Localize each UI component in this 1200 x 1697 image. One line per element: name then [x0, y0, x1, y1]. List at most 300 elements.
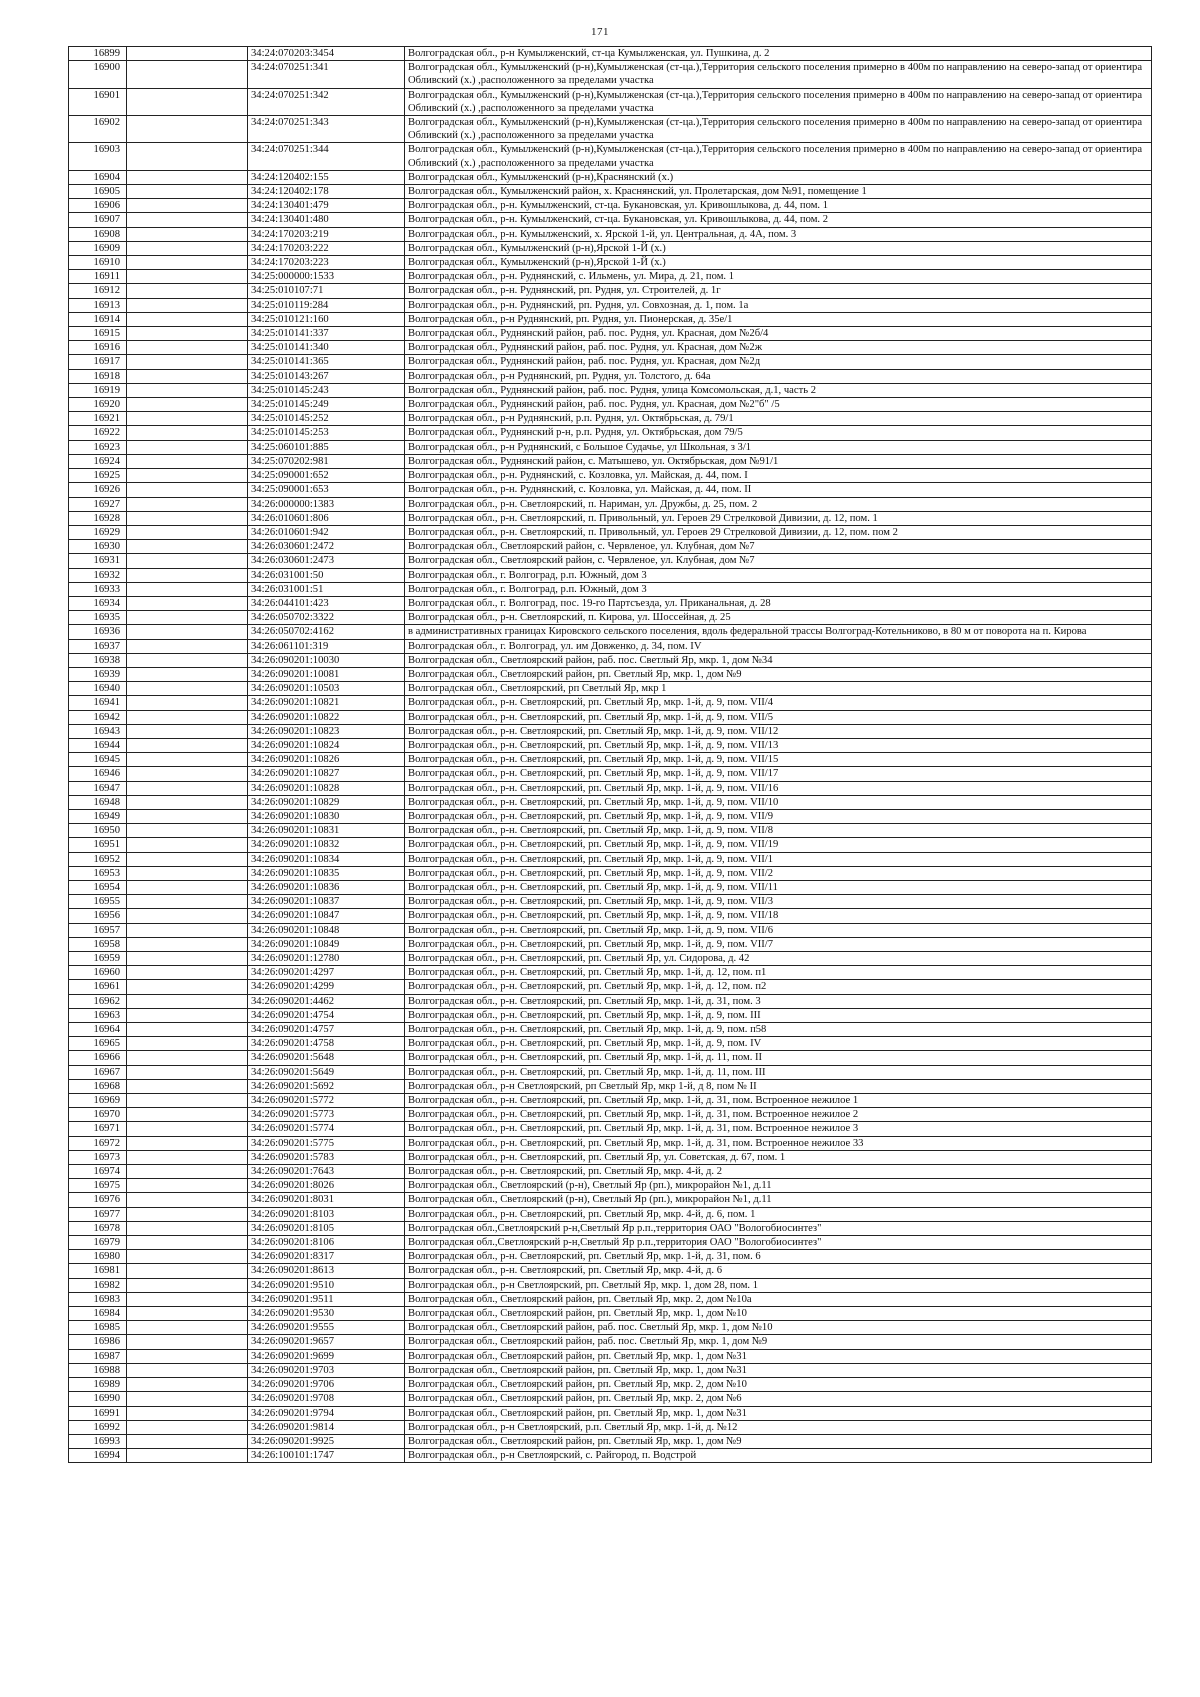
table-row — [69, 909, 1152, 923]
row-empty-cell — [127, 696, 248, 710]
row-number-cell: 16954 — [69, 880, 127, 894]
table-row — [69, 1321, 1152, 1335]
address-cell: Волгоградская обл., р-н. Светлоярский, рп. Светлый Яр, мкр. 1-й, д. 31, пом. Встроенное нежилое 33 — [405, 1136, 1152, 1150]
address-cell: Волгоградская обл., Светлоярский район, рп. Светлый Яр, мкр. 1, дом №31 — [405, 1363, 1152, 1377]
table-row — [69, 880, 1152, 894]
address-cell: Волгоградская обл., р-н. Светлоярский, рп. Светлый Яр, мкр. 1-й, д. 9, пом. VII/15 — [405, 753, 1152, 767]
row-number-cell: 16970 — [69, 1108, 127, 1122]
row-number-cell: 16974 — [69, 1165, 127, 1179]
table-row — [69, 952, 1152, 966]
address-cell: Волгоградская обл., Светлоярский район, раб. пос. Светлый Яр, мкр. 1, дом №9 — [405, 1335, 1152, 1349]
table-row — [69, 213, 1152, 227]
row-empty-cell — [127, 1449, 248, 1463]
cadastral-number-cell: 34:26:050702:4162 — [248, 625, 405, 639]
address-cell: Волгоградская обл., р-н. Светлоярский, рп. Светлый Яр, мкр. 1-й, д. 9, пом. VII/1 — [405, 852, 1152, 866]
row-number-cell: 16918 — [69, 369, 127, 383]
table-row — [69, 966, 1152, 980]
table-row — [69, 1292, 1152, 1306]
row-empty-cell — [127, 213, 248, 227]
row-empty-cell — [127, 682, 248, 696]
cadastral-number-cell: 34:26:090201:9530 — [248, 1307, 405, 1321]
row-number-cell: 16964 — [69, 1023, 127, 1037]
row-number-cell: 16928 — [69, 511, 127, 525]
row-number-cell: 16943 — [69, 724, 127, 738]
row-number-cell: 16991 — [69, 1406, 127, 1420]
address-cell: Волгоградская обл., р-н. Руднянский, с. Козловка, ул. Майская, д. 44, пом. I — [405, 469, 1152, 483]
address-cell: Волгоградская обл.,Светлоярский р-н,Светлый Яр р.п.,территория ОАО "Вологобиосинтез" — [405, 1221, 1152, 1235]
row-empty-cell — [127, 611, 248, 625]
cadastral-number-cell: 34:26:090201:4757 — [248, 1023, 405, 1037]
row-empty-cell — [127, 1264, 248, 1278]
address-cell: Волгоградская обл., Светлоярский район, рп. Светлый Яр, мкр. 2, дом №6 — [405, 1392, 1152, 1406]
table-row — [69, 1207, 1152, 1221]
cadastral-number-cell: 34:26:090201:4297 — [248, 966, 405, 980]
address-cell: Волгоградская обл., р-н. Руднянский, рп. Рудня, ул. Совхозная, д. 1, пом. 1а — [405, 298, 1152, 312]
row-empty-cell — [127, 710, 248, 724]
address-cell: Волгоградская обл., р-н. Светлоярский, п. Кирова, ул. Шоссейная, д. 25 — [405, 611, 1152, 625]
cadastral-number-cell: 34:25:010107:71 — [248, 284, 405, 298]
table-row — [69, 298, 1152, 312]
row-number-cell: 16906 — [69, 199, 127, 213]
table-row — [69, 312, 1152, 326]
row-number-cell: 16948 — [69, 795, 127, 809]
cadastral-number-cell: 34:26:090201:9510 — [248, 1278, 405, 1292]
cadastral-number-cell: 34:26:090201:10503 — [248, 682, 405, 696]
address-cell: Волгоградская обл., р-н. Светлоярский, рп. Светлый Яр, мкр. 1-й, д. 31, пом. Встроенное нежилое 1 — [405, 1094, 1152, 1108]
cadastral-number-cell: 34:26:090201:12780 — [248, 952, 405, 966]
cadastral-number-cell: 34:26:090201:10831 — [248, 824, 405, 838]
table-row — [69, 284, 1152, 298]
cadastral-number-cell: 34:24:120402:178 — [248, 185, 405, 199]
row-empty-cell — [127, 952, 248, 966]
row-empty-cell — [127, 540, 248, 554]
row-number-cell: 16909 — [69, 241, 127, 255]
table-row — [69, 866, 1152, 880]
address-cell: Волгоградская обл., Светлоярский, рп Светлый Яр, мкр 1 — [405, 682, 1152, 696]
address-cell: Волгоградская обл., р-н. Светлоярский, рп. Светлый Яр, мкр. 1-й, д. 9, пом. VII/19 — [405, 838, 1152, 852]
row-number-cell: 16988 — [69, 1363, 127, 1377]
address-cell: Волгоградская обл., р-н Светлоярский, рп Светлый Яр, мкр 1-й, д 8, пом № II — [405, 1079, 1152, 1093]
cadastral-number-cell: 34:26:090201:10847 — [248, 909, 405, 923]
cadastral-number-cell: 34:26:090201:9555 — [248, 1321, 405, 1335]
cadastral-number-cell: 34:26:090201:10822 — [248, 710, 405, 724]
cadastral-number-cell: 34:25:010145:243 — [248, 383, 405, 397]
cadastral-number-cell: 34:25:010145:253 — [248, 426, 405, 440]
address-cell: в административных границах Кировского сельского поселения, вдоль федеральной трассы Волгоград-Котельниково, в 80 м от поворота на п. Кирова — [405, 625, 1152, 639]
row-empty-cell — [127, 284, 248, 298]
table-row — [69, 1406, 1152, 1420]
row-number-cell: 16993 — [69, 1434, 127, 1448]
cadastral-number-cell: 34:26:090201:5783 — [248, 1150, 405, 1164]
table-row — [69, 809, 1152, 823]
address-cell: Волгоградская обл., р-н. Светлоярский, рп. Светлый Яр, мкр. 1-й, д. 9, пом. VII/10 — [405, 795, 1152, 809]
row-empty-cell — [127, 483, 248, 497]
table-row — [69, 88, 1152, 115]
cadastral-number-cell: 34:26:090201:8031 — [248, 1193, 405, 1207]
row-number-cell: 16955 — [69, 895, 127, 909]
address-cell: Волгоградская обл., р-н. Светлоярский, рп. Светлый Яр, мкр. 1-й, д. 9, пом. VII/16 — [405, 781, 1152, 795]
row-number-cell: 16945 — [69, 753, 127, 767]
address-cell: Волгоградская обл., Светлоярский район, рп. Светлый Яр, мкр. 1, дом №9 — [405, 667, 1152, 681]
table-row — [69, 724, 1152, 738]
address-cell: Волгоградская обл., Кумылженский (р-н),Ярской 1-Й (х.) — [405, 241, 1152, 255]
table-row — [69, 270, 1152, 284]
address-cell: Волгоградская обл., Кумылженский район, х. Краснянский, ул. Пролетарская, дом №91, помещение 1 — [405, 185, 1152, 199]
address-cell: Волгоградская обл., Кумылженский (р-н),Краснянский (х.) — [405, 170, 1152, 184]
table-row — [69, 355, 1152, 369]
address-cell: Волгоградская обл., р-н. Светлоярский, рп. Светлый Яр, мкр. 1-й, д. 9, пом. VII/4 — [405, 696, 1152, 710]
cadastral-number-cell: 34:24:170203:219 — [248, 227, 405, 241]
row-empty-cell — [127, 1008, 248, 1022]
row-number-cell: 16924 — [69, 454, 127, 468]
row-number-cell: 16952 — [69, 852, 127, 866]
table-row — [69, 653, 1152, 667]
row-number-cell: 16926 — [69, 483, 127, 497]
row-number-cell: 16968 — [69, 1079, 127, 1093]
cadastral-number-cell: 34:26:100101:1747 — [248, 1449, 405, 1463]
row-empty-cell — [127, 199, 248, 213]
address-cell: Волгоградская обл., р-н. Светлоярский, рп. Светлый Яр, мкр. 1-й, д. 11, пом. II — [405, 1051, 1152, 1065]
row-empty-cell — [127, 1136, 248, 1150]
cadastral-number-cell: 34:25:090001:653 — [248, 483, 405, 497]
row-empty-cell — [127, 824, 248, 838]
address-cell: Волгоградская обл., Кумылженский (р-н),Кумылженская (ст-ца.),Территория сельского поселения примерно в 400м по направлению на северо-запад от ориентира Обливский (х.) ,расположенного за пределами участка — [405, 116, 1152, 143]
cadastral-number-cell: 34:26:090201:10828 — [248, 781, 405, 795]
address-cell: Волгоградская обл., Светлоярский район, рп. Светлый Яр, мкр. 1, дом №31 — [405, 1349, 1152, 1363]
cadastral-number-cell: 34:26:090201:5648 — [248, 1051, 405, 1065]
address-cell: Волгоградская обл., р-н. Светлоярский, рп. Светлый Яр, мкр. 1-й, д. 9, пом. IV — [405, 1037, 1152, 1051]
table-row — [69, 469, 1152, 483]
row-empty-cell — [127, 383, 248, 397]
row-empty-cell — [127, 1363, 248, 1377]
cadastral-number-cell: 34:26:090201:10821 — [248, 696, 405, 710]
row-empty-cell — [127, 724, 248, 738]
table-row — [69, 412, 1152, 426]
cadastral-number-cell: 34:25:060101:885 — [248, 440, 405, 454]
row-number-cell: 16978 — [69, 1221, 127, 1235]
address-cell: Волгоградская обл., Светлоярский район, рп. Светлый Яр, мкр. 1, дом №31 — [405, 1406, 1152, 1420]
table-row — [69, 1434, 1152, 1448]
address-cell: Волгоградская обл., р-н. Светлоярский, рп. Светлый Яр, мкр. 1-й, д. 9, пом. VII/12 — [405, 724, 1152, 738]
cadastral-number-cell: 34:26:090201:5692 — [248, 1079, 405, 1093]
cadastral-number-cell: 34:25:010141:337 — [248, 327, 405, 341]
table-row — [69, 1165, 1152, 1179]
row-number-cell: 16977 — [69, 1207, 127, 1221]
address-cell: Волгоградская обл., р-н. Руднянский, с. Ильмень, ул. Мира, д. 21, пом. 1 — [405, 270, 1152, 284]
row-empty-cell — [127, 454, 248, 468]
cadastral-number-cell: 34:26:010601:806 — [248, 511, 405, 525]
row-empty-cell — [127, 653, 248, 667]
cadastral-number-cell: 34:26:090201:9657 — [248, 1335, 405, 1349]
row-empty-cell — [127, 1434, 248, 1448]
row-number-cell: 16912 — [69, 284, 127, 298]
registry-table-body — [69, 47, 1152, 1463]
row-number-cell: 16975 — [69, 1179, 127, 1193]
row-number-cell: 16950 — [69, 824, 127, 838]
row-number-cell: 16980 — [69, 1250, 127, 1264]
row-empty-cell — [127, 1122, 248, 1136]
row-empty-cell — [127, 582, 248, 596]
address-cell: Волгоградская обл., Руднянский район, раб. пос. Рудня, ул. Красная, дом №2"б" /5 — [405, 398, 1152, 412]
table-row — [69, 341, 1152, 355]
table-row — [69, 454, 1152, 468]
table-row — [69, 143, 1152, 170]
row-number-cell: 16933 — [69, 582, 127, 596]
row-number-cell: 16941 — [69, 696, 127, 710]
address-cell: Волгоградская обл., Светлоярский (р-н), Светлый Яр (рп.), микрорайон №1, д.11 — [405, 1193, 1152, 1207]
cadastral-number-cell: 34:26:090201:9794 — [248, 1406, 405, 1420]
row-empty-cell — [127, 781, 248, 795]
cadastral-number-cell: 34:26:090201:5774 — [248, 1122, 405, 1136]
address-cell: Волгоградская обл., р-н Кумылженский, ст-ца Кумылженская, ул. Пушкина, д. 2 — [405, 47, 1152, 61]
table-row — [69, 625, 1152, 639]
row-number-cell: 16979 — [69, 1236, 127, 1250]
address-cell: Волгоградская обл., Руднянский р-н, р.п. Рудня, ул. Октябрьская, дом 79/5 — [405, 426, 1152, 440]
table-row — [69, 170, 1152, 184]
cadastral-number-cell: 34:26:090201:5773 — [248, 1108, 405, 1122]
table-row — [69, 383, 1152, 397]
cadastral-number-cell: 34:26:090201:10837 — [248, 895, 405, 909]
address-cell: Волгоградская обл., р-н. Руднянский, с. Козловка, ул. Майская, д. 44, пом. II — [405, 483, 1152, 497]
row-number-cell: 16934 — [69, 596, 127, 610]
table-row — [69, 116, 1152, 143]
row-number-cell: 16949 — [69, 809, 127, 823]
cadastral-number-cell: 34:25:070202:981 — [248, 454, 405, 468]
address-cell: Волгоградская обл., Кумылженский (р-н),Кумылженская (ст-ца.),Территория сельского поселения примерно в 400м по направлению на северо-запад от ориентира Обливский (х.) ,расположенного за пределами участка — [405, 61, 1152, 88]
row-empty-cell — [127, 185, 248, 199]
row-empty-cell — [127, 625, 248, 639]
row-empty-cell — [127, 1250, 248, 1264]
cadastral-number-cell: 34:24:070251:343 — [248, 116, 405, 143]
row-empty-cell — [127, 241, 248, 255]
table-row — [69, 696, 1152, 710]
row-empty-cell — [127, 667, 248, 681]
address-cell: Волгоградская обл., р-н. Светлоярский, рп. Светлый Яр, мкр. 1-й, д. 9, пом. VII/11 — [405, 880, 1152, 894]
address-cell: Волгоградская обл., р-н. Светлоярский, рп. Светлый Яр, мкр. 1-й, д. 9, пом. VII/13 — [405, 738, 1152, 752]
address-cell: Волгоградская обл., р-н. Светлоярский, п. Привольный, ул. Героев 29 Стрелковой Дивизии, д. 12, пом. 1 — [405, 511, 1152, 525]
row-number-cell: 16967 — [69, 1065, 127, 1079]
cadastral-number-cell: 34:26:090201:10849 — [248, 937, 405, 951]
table-row — [69, 1363, 1152, 1377]
table-row — [69, 1420, 1152, 1434]
row-number-cell: 16989 — [69, 1378, 127, 1392]
row-empty-cell — [127, 1150, 248, 1164]
address-cell: Волгоградская обл., р-н. Светлоярский, рп. Светлый Яр, мкр. 4-й, д. 6 — [405, 1264, 1152, 1278]
table-row — [69, 511, 1152, 525]
address-cell: Волгоградская обл., р-н. Светлоярский, рп. Светлый Яр, мкр. 4-й, д. 2 — [405, 1165, 1152, 1179]
cadastral-number-cell: 34:26:031001:50 — [248, 568, 405, 582]
address-cell: Волгоградская обл., г. Волгоград, р.п. Южный, дом 3 — [405, 568, 1152, 582]
table-row — [69, 1264, 1152, 1278]
address-cell: Волгоградская обл., Светлоярский (р-н), Светлый Яр (рп.), микрорайон №1, д.11 — [405, 1179, 1152, 1193]
row-empty-cell — [127, 1321, 248, 1335]
table-row — [69, 256, 1152, 270]
table-row — [69, 838, 1152, 852]
address-cell: Волгоградская обл., Светлоярский район, с. Червленое, ул. Клубная, дом №7 — [405, 540, 1152, 554]
cadastral-number-cell: 34:25:010141:365 — [248, 355, 405, 369]
cadastral-number-cell: 34:26:090201:10835 — [248, 866, 405, 880]
cadastral-number-cell: 34:26:090201:4299 — [248, 980, 405, 994]
address-cell: Волгоградская обл., р-н. Светлоярский, рп. Светлый Яр, мкр. 1-й, д. 9, пом. п58 — [405, 1023, 1152, 1037]
cadastral-number-cell: 34:24:170203:223 — [248, 256, 405, 270]
row-empty-cell — [127, 270, 248, 284]
address-cell: Волгоградская обл., Кумылженский (р-н),Кумылженская (ст-ца.),Территория сельского поселения примерно в 400м по направлению на северо-запад от ориентира Обливский (х.) ,расположенного за пределами участка — [405, 88, 1152, 115]
row-empty-cell — [127, 1278, 248, 1292]
address-cell: Волгоградская обл., р-н. Светлоярский, рп. Светлый Яр, мкр. 1-й, д. 9, пом. VII/2 — [405, 866, 1152, 880]
table-row — [69, 398, 1152, 412]
cadastral-number-cell: 34:26:090201:10832 — [248, 838, 405, 852]
cadastral-number-cell: 34:26:090201:8317 — [248, 1250, 405, 1264]
address-cell: Волгоградская обл., р-н. Светлоярский, п. Привольный, ул. Героев 29 Стрелковой Дивизии, д. 12, пом. пом 2 — [405, 525, 1152, 539]
address-cell: Волгоградская обл., р-н. Светлоярский, рп. Светлый Яр, ул. Советская, д. 67, пом. 1 — [405, 1150, 1152, 1164]
row-number-cell: 16911 — [69, 270, 127, 284]
cadastral-number-cell: 34:26:000000:1383 — [248, 497, 405, 511]
row-number-cell: 16942 — [69, 710, 127, 724]
cadastral-number-cell: 34:26:090201:9703 — [248, 1363, 405, 1377]
table-row — [69, 497, 1152, 511]
cadastral-number-cell: 34:26:090201:4754 — [248, 1008, 405, 1022]
table-row — [69, 525, 1152, 539]
address-cell: Волгоградская обл., р-н Руднянский, рп. Рудня, ул. Пионерская, д. 35е/1 — [405, 312, 1152, 326]
cadastral-number-cell: 34:26:090201:10824 — [248, 738, 405, 752]
row-number-cell: 16917 — [69, 355, 127, 369]
address-cell: Волгоградская обл., р-н. Светлоярский, рп. Светлый Яр, ул. Сидорова, д. 42 — [405, 952, 1152, 966]
table-row — [69, 1136, 1152, 1150]
row-empty-cell — [127, 369, 248, 383]
table-row — [69, 582, 1152, 596]
table-row — [69, 1051, 1152, 1065]
row-number-cell: 16938 — [69, 653, 127, 667]
row-number-cell: 16960 — [69, 966, 127, 980]
row-number-cell: 16947 — [69, 781, 127, 795]
row-number-cell: 16900 — [69, 61, 127, 88]
cadastral-number-cell: 34:24:070251:342 — [248, 88, 405, 115]
cadastral-number-cell: 34:24:070251:344 — [248, 143, 405, 170]
cadastral-number-cell: 34:26:090201:10830 — [248, 809, 405, 823]
row-number-cell: 16910 — [69, 256, 127, 270]
row-empty-cell — [127, 852, 248, 866]
row-number-cell: 16987 — [69, 1349, 127, 1363]
table-row — [69, 47, 1152, 61]
row-number-cell: 16925 — [69, 469, 127, 483]
row-empty-cell — [127, 1392, 248, 1406]
row-number-cell: 16965 — [69, 1037, 127, 1051]
row-empty-cell — [127, 1420, 248, 1434]
cadastral-number-cell: 34:25:010119:284 — [248, 298, 405, 312]
row-empty-cell — [127, 170, 248, 184]
row-number-cell: 16986 — [69, 1335, 127, 1349]
address-cell: Волгоградская обл., Светлоярский район, рп. Светлый Яр, мкр. 2, дом №10а — [405, 1292, 1152, 1306]
row-empty-cell — [127, 838, 248, 852]
table-row — [69, 824, 1152, 838]
table-row — [69, 483, 1152, 497]
cadastral-number-cell: 34:26:090201:10829 — [248, 795, 405, 809]
cadastral-number-cell: 34:24:120402:155 — [248, 170, 405, 184]
row-empty-cell — [127, 1079, 248, 1093]
cadastral-number-cell: 34:25:010143:267 — [248, 369, 405, 383]
cadastral-number-cell: 34:26:090201:10030 — [248, 653, 405, 667]
row-number-cell: 16957 — [69, 923, 127, 937]
row-empty-cell — [127, 1307, 248, 1321]
table-row — [69, 710, 1152, 724]
row-empty-cell — [127, 227, 248, 241]
row-number-cell: 16922 — [69, 426, 127, 440]
cadastral-number-cell: 34:26:090201:5775 — [248, 1136, 405, 1150]
address-cell: Волгоградская обл.,Светлоярский р-н,Светлый Яр р.п.,территория ОАО "Вологобиосинтез" — [405, 1236, 1152, 1250]
cadastral-number-cell: 34:26:090201:8103 — [248, 1207, 405, 1221]
address-cell: Волгоградская обл., Руднянский район, раб. пос. Рудня, ул. Красная, дом №2б/4 — [405, 327, 1152, 341]
cadastral-number-cell: 34:26:090201:10848 — [248, 923, 405, 937]
row-number-cell: 16956 — [69, 909, 127, 923]
address-cell: Волгоградская обл., Светлоярский район, раб. пос. Светлый Яр, мкр. 1, дом №10 — [405, 1321, 1152, 1335]
address-cell: Волгоградская обл., Руднянский район, раб. пос. Рудня, ул. Красная, дом №2д — [405, 355, 1152, 369]
cadastral-number-cell: 34:25:010141:340 — [248, 341, 405, 355]
row-number-cell: 16920 — [69, 398, 127, 412]
row-number-cell: 16976 — [69, 1193, 127, 1207]
table-row — [69, 795, 1152, 809]
table-row — [69, 1193, 1152, 1207]
address-cell: Волгоградская обл., Светлоярский район, с. Червленое, ул. Клубная, дом №7 — [405, 554, 1152, 568]
table-row — [69, 327, 1152, 341]
row-empty-cell — [127, 341, 248, 355]
address-cell: Волгоградская обл., р-н Светлоярский, рп. Светлый Яр, мкр. 1, дом 28, пом. 1 — [405, 1278, 1152, 1292]
cadastral-number-cell: 34:25:090001:652 — [248, 469, 405, 483]
row-number-cell: 16908 — [69, 227, 127, 241]
row-number-cell: 16930 — [69, 540, 127, 554]
address-cell: Волгоградская обл., р-н. Светлоярский, рп. Светлый Яр, мкр. 1-й, д. 9, пом. VII/3 — [405, 895, 1152, 909]
address-cell: Волгоградская обл., р-н. Светлоярский, рп. Светлый Яр, мкр. 1-й, д. 31, пом. 6 — [405, 1250, 1152, 1264]
row-number-cell: 16929 — [69, 525, 127, 539]
address-cell: Волгоградская обл., Светлоярский район, рп. Светлый Яр, мкр. 2, дом №10 — [405, 1378, 1152, 1392]
address-cell: Волгоградская обл., р-н. Светлоярский, рп. Светлый Яр, мкр. 1-й, д. 9, пом. VII/8 — [405, 824, 1152, 838]
table-row — [69, 667, 1152, 681]
table-row — [69, 1065, 1152, 1079]
table-row — [69, 1023, 1152, 1037]
cadastral-number-cell: 34:26:090201:4758 — [248, 1037, 405, 1051]
cadastral-number-cell: 34:24:170203:222 — [248, 241, 405, 255]
address-cell: Волгоградская обл., р-н. Светлоярский, п. Нариман, ул. Дружбы, д. 25, пом. 2 — [405, 497, 1152, 511]
cadastral-number-cell: 34:26:010601:942 — [248, 525, 405, 539]
row-number-cell: 16904 — [69, 170, 127, 184]
cadastral-number-cell: 34:26:090201:10081 — [248, 667, 405, 681]
row-number-cell: 16971 — [69, 1122, 127, 1136]
table-row — [69, 568, 1152, 582]
row-number-cell: 16972 — [69, 1136, 127, 1150]
page-number: 171 — [591, 26, 609, 38]
row-number-cell: 16961 — [69, 980, 127, 994]
row-number-cell: 16966 — [69, 1051, 127, 1065]
row-empty-cell — [127, 61, 248, 88]
address-cell: Волгоградская обл., р-н. Светлоярский, рп. Светлый Яр, мкр. 1-й, д. 12, пом. п1 — [405, 966, 1152, 980]
row-number-cell: 16935 — [69, 611, 127, 625]
table-row — [69, 1108, 1152, 1122]
table-row — [69, 1392, 1152, 1406]
table-row — [69, 1122, 1152, 1136]
row-empty-cell — [127, 327, 248, 341]
cadastral-number-cell: 34:26:090201:4462 — [248, 994, 405, 1008]
address-cell: Волгоградская обл., р-н Руднянский, рп. Рудня, ул. Толстого, д. 64а — [405, 369, 1152, 383]
table-row — [69, 1349, 1152, 1363]
row-empty-cell — [127, 1165, 248, 1179]
address-cell: Волгоградская обл., р-н. Руднянский, рп. Рудня, ул. Строителей, д. 1г — [405, 284, 1152, 298]
cadastral-number-cell: 34:26:090201:10826 — [248, 753, 405, 767]
row-number-cell: 16932 — [69, 568, 127, 582]
cadastral-number-cell: 34:26:090201:9511 — [248, 1292, 405, 1306]
cadastral-number-cell: 34:26:090201:9706 — [248, 1378, 405, 1392]
row-empty-cell — [127, 1108, 248, 1122]
row-empty-cell — [127, 809, 248, 823]
row-empty-cell — [127, 469, 248, 483]
